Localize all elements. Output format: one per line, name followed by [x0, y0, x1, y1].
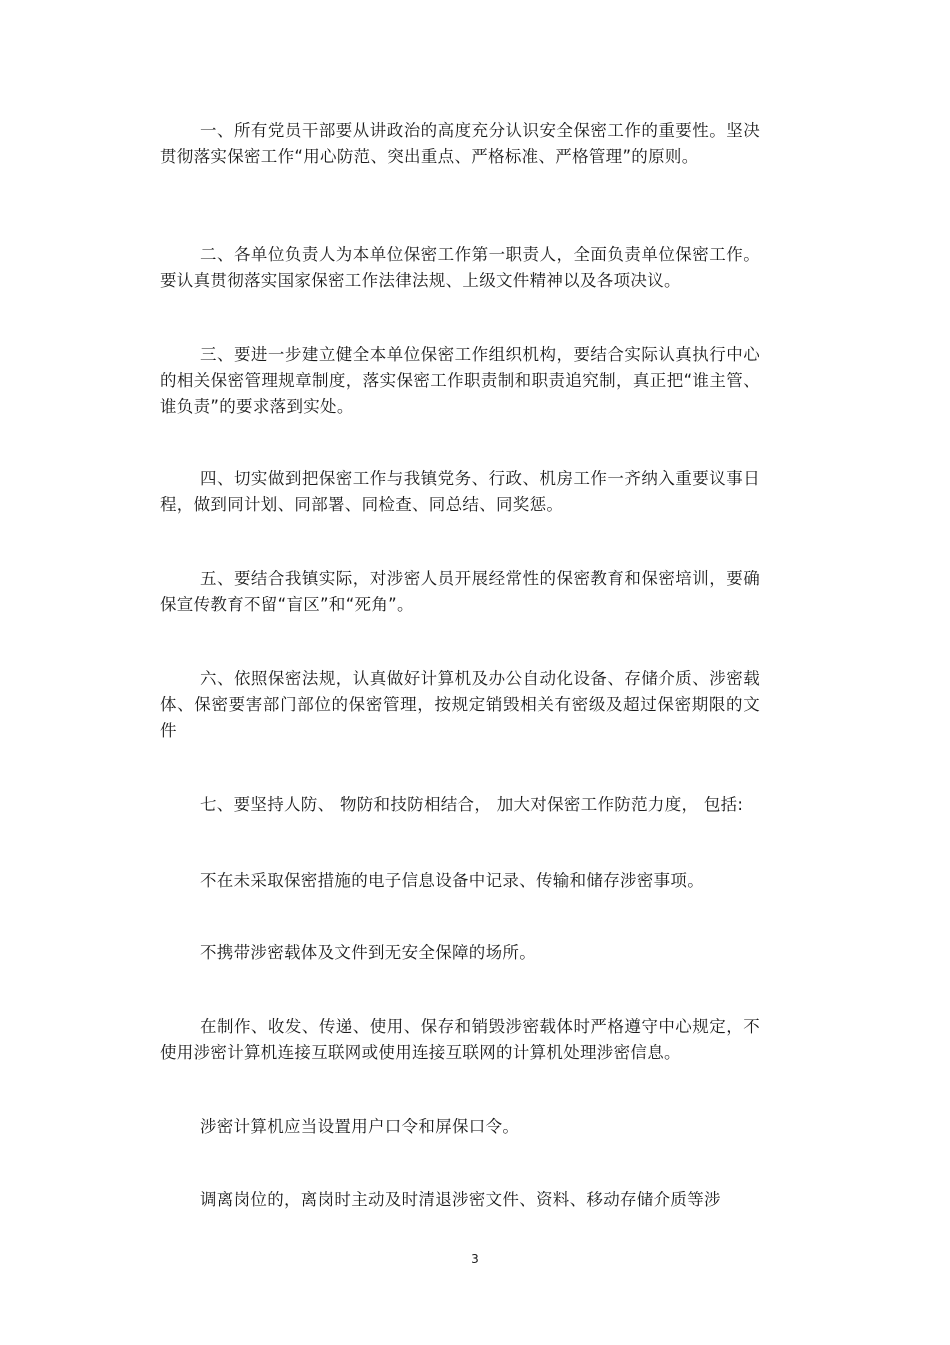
page-number: 3 [471, 1252, 479, 1266]
paragraph-3: 三、要进一步建立健全本单位保密工作组织机构，要结合实际认真执行中心的相关保密管理规章制度，落实保密工作职责制和职责追究制，真正把“谁主管、谁负责”的要求落到实处。 [160, 345, 760, 416]
paragraph-7: 七、要坚持人防、 物防和技防相结合， 加大对保密工作防范力度， 包括: [200, 795, 744, 814]
paragraph-4: 四、切实做到把保密工作与我镇党务、行政、机房工作一齐纳入重要议事日程，做到同计划、同部署、同检查、同总结、同奖惩。 [160, 469, 760, 514]
paragraph-1: 一、所有党员干部要从讲政治的高度充分认识安全保密工作的重要性。坚决贯彻落实保密工作“用心防范、突出重点、严格标准、严格管理”的原则。 [160, 121, 760, 166]
paragraph-6: 六、依照保密法规，认真做好计算机及办公自动化设备、存储介质、涉密载体、保密要害部门部位的保密管理，按规定销毁相关有密级及超过保密期限的文件 [160, 669, 760, 740]
paragraph-8: 不在未采取保密措施的电子信息设备中记录、传输和储存涉密事项。 [200, 871, 704, 890]
paragraph-11: 涉密计算机应当设置用户口令和屏保口令。 [200, 1117, 520, 1136]
paragraph-5: 五、要结合我镇实际，对涉密人员开展经常性的保密教育和保密培训，要确保宣传教育不留“盲区”和“死角”。 [160, 569, 760, 614]
paragraph-10: 在制作、收发、传递、使用、保存和销毁涉密载体时严格遵守中心规定，不使用涉密计算机连接互联网或使用连接互联网的计算机处理涉密信息。 [160, 1017, 760, 1062]
paragraph-12: 调离岗位的，离岗时主动及时清退涉密文件、资料、移动存储介质等涉 [200, 1190, 721, 1209]
paragraph-9: 不携带涉密载体及文件到无安全保障的场所。 [200, 943, 536, 962]
paragraph-2: 二、各单位负责人为本单位保密工作第一职责人，全面负责单位保密工作。要认真贯彻落实国家保密工作法律法规、上级文件精神以及各项决议。 [160, 245, 760, 290]
